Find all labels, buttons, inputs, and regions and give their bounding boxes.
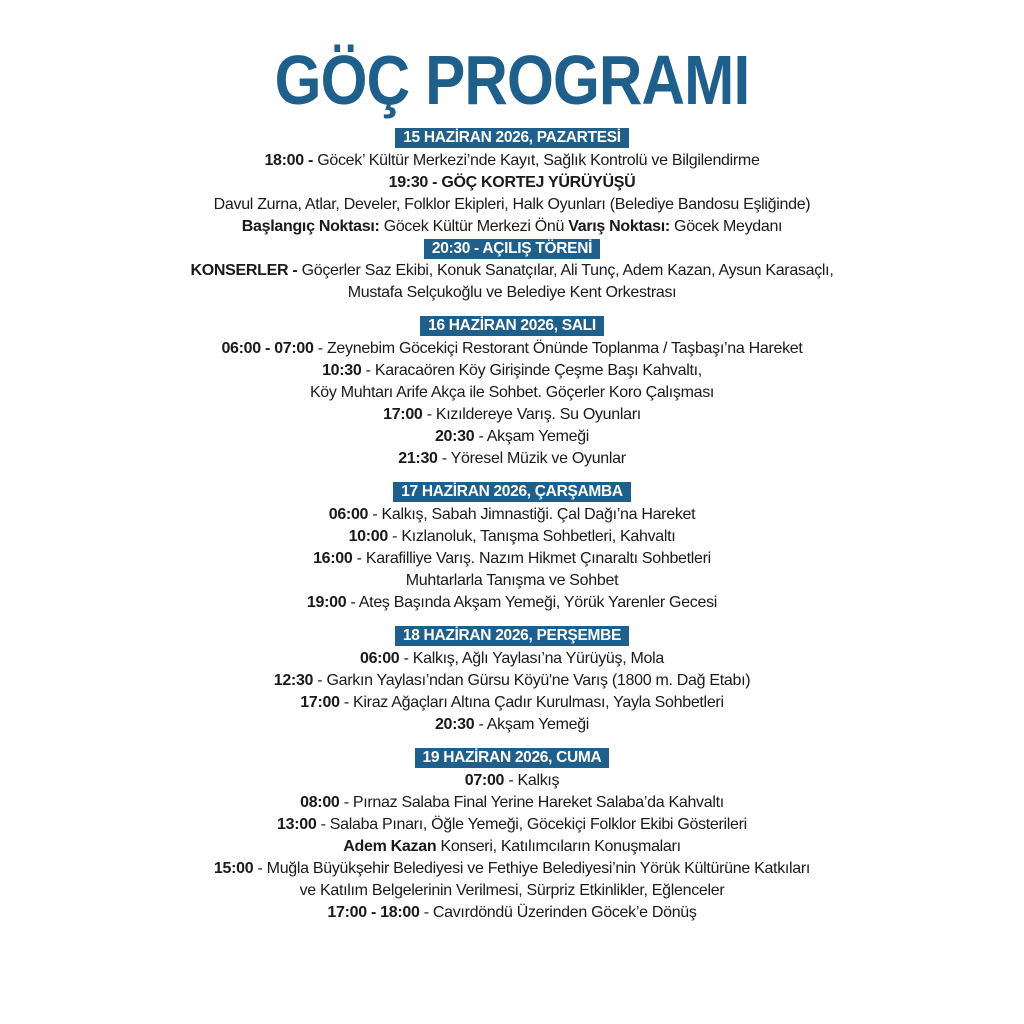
program-time: 13:00 <box>277 816 317 833</box>
day-section <box>0 482 1024 614</box>
program-text: - Kalkış, Sabah Jimnastiği. Çal Dağı’na Hareket <box>368 506 696 523</box>
program-time: 17:00 <box>300 694 340 711</box>
program-text: - Akşam Yemeği <box>474 428 590 445</box>
program-time: 16:00 <box>313 550 353 567</box>
date-header: 15 HAZİRAN 2026, PAZARTESİ <box>395 128 629 148</box>
program-line: Köy Muhtarı Arife Akça ile Sohbet. Göçerler Koro Çalışması <box>309 384 715 401</box>
route-line <box>0 216 1024 238</box>
day-section <box>0 128 1024 304</box>
end-value: Göcek Meydanı <box>669 218 783 235</box>
program-text: Göçerler Saz Ekibi, Konuk Sanatçılar, Ali Tunç, Adem Kazan, Aysun Karasaçlı, <box>297 262 834 279</box>
program-text: - Cavırdöndü Üzerinden Göcek’e Dönüş <box>419 904 697 921</box>
program-text: - Pırnaz Salaba Final Yerine Hareket Salaba’da Kahvaltı <box>339 794 724 811</box>
program-line <box>0 770 1024 792</box>
program-line: Mustafa Selçukoğlu ve Belediye Kent Orkestrası <box>347 284 677 301</box>
program-time: 08:00 <box>300 794 340 811</box>
program-time: 15:00 <box>213 860 254 877</box>
program-text: - Kızıldereye Varış. Su Oyunları <box>422 406 641 423</box>
program-line <box>0 670 1024 692</box>
program-time: 20:30 <box>434 428 475 445</box>
performer-name: Adem Kazan <box>343 838 437 855</box>
program-text: - Salaba Pınarı, Öğle Yemeği, Göcekiçi Folklor Ekibi Gösterileri <box>316 816 747 833</box>
program-line <box>0 836 1024 858</box>
program-time: 20:30 <box>434 716 475 733</box>
date-header: 16 HAZİRAN 2026, SALI <box>420 316 604 336</box>
day-section <box>0 626 1024 736</box>
program-line <box>0 792 1024 814</box>
program-time: 06:00 - 07:00 <box>221 340 314 357</box>
program-line <box>0 858 1024 880</box>
program-time: 10:30 <box>322 362 362 379</box>
program-text: - Akşam Yemeği <box>474 716 590 733</box>
program-text: - Ateş Başında Akşam Yemeği, Yörük Yarenler Gecesi <box>346 594 718 611</box>
program-line: ve Katılım Belgelerinin Verilmesi, Sürpriz Etkinlikler, Eğlenceler <box>299 882 725 899</box>
program-text: - Kalkış <box>504 772 560 789</box>
program-line <box>0 360 1024 382</box>
ceremony-header: 20:30 - AÇILIŞ TÖRENİ <box>424 239 600 259</box>
start-label: Başlangıç Noktası: <box>241 218 380 235</box>
program-line <box>0 150 1024 172</box>
program-line <box>0 526 1024 548</box>
program-line <box>0 448 1024 470</box>
program-line: Muhtarlarla Tanışma ve Sohbet <box>405 572 619 589</box>
program-time: 06:00 <box>359 650 400 667</box>
program-line <box>0 692 1024 714</box>
program-time: 21:30 <box>398 450 438 467</box>
program-line <box>0 902 1024 924</box>
program-text: - Kalkış, Ağlı Yaylası’na Yürüyüş, Mola <box>399 650 665 667</box>
program-line <box>0 404 1024 426</box>
page-title: GÖÇ PROGRAMI <box>274 41 750 119</box>
program-days <box>0 128 1024 936</box>
program-line <box>0 714 1024 736</box>
program-text: Konseri, Katılımcıların Konuşmaları <box>436 838 681 855</box>
program-line <box>0 592 1024 614</box>
program-line <box>0 338 1024 360</box>
program-line <box>0 648 1024 670</box>
program-time: 17:00 - 18:00 <box>327 904 420 921</box>
program-time: 19:00 <box>306 594 347 611</box>
start-value: Göcek Kültür Merkezi Önü <box>379 218 569 235</box>
program-text: Göcek’ Kültür Merkezi’nde Kayıt, Sağlık Kontrolü ve Bilgilendirme <box>313 152 760 169</box>
program-line <box>0 548 1024 570</box>
program-text: - Yöresel Müzik ve Oyunlar <box>437 450 626 467</box>
program-text: - Karafilliye Varış. Nazım Hikmet Çınaraltı Sohbetleri <box>352 550 711 567</box>
program-time: 06:00 <box>328 506 369 523</box>
program-time: 10:00 <box>348 528 389 545</box>
program-time: 12:30 <box>273 672 314 689</box>
program-text: - Muğla Büyükşehir Belediyesi ve Fethiye Belediyesi’nin Yörük Kültürüne Katkıları <box>253 860 811 877</box>
end-label: Varış Noktası: <box>568 218 670 235</box>
program-line <box>0 260 1024 282</box>
program-text: - Kiraz Ağaçları Altına Çadır Kurulması, Yayla Sohbetleri <box>339 694 724 711</box>
program-text: - Karacaören Köy Girişinde Çeşme Başı Kahvaltı, <box>361 362 702 379</box>
program-time: 17:00 <box>383 406 423 423</box>
date-header: 17 HAZİRAN 2026, ÇARŞAMBA <box>393 482 631 502</box>
day-section <box>0 748 1024 924</box>
program-line <box>0 814 1024 836</box>
program-time: 07:00 <box>464 772 505 789</box>
program-time: 18:00 - <box>264 152 314 169</box>
program-text: - Kızlanoluk, Tanışma Sohbetleri, Kahvaltı <box>388 528 676 545</box>
program-time: KONSERLER - <box>190 262 298 279</box>
program-text: - Zeynebim Göcekiçi Restorant Önünde Toplanma / Taşbaşı’na Hareket <box>313 340 803 357</box>
date-header: 18 HAZİRAN 2026, PERŞEMBE <box>395 626 629 646</box>
date-header: 19 HAZİRAN 2026, CUMA <box>415 748 610 768</box>
program-text: - Garkın Yaylası’ndan Gürsu Köyü'ne Varış (1800 m. Dağ Etabı) <box>313 672 751 689</box>
program-line <box>0 504 1024 526</box>
program-line <box>0 426 1024 448</box>
day-section <box>0 316 1024 470</box>
program-line-title: 19:30 - GÖÇ KORTEJ YÜRÜYÜŞÜ <box>388 174 636 191</box>
program-line: Davul Zurna, Atlar, Develer, Folklor Ekipleri, Halk Oyunları (Belediye Bandosu Eşliğinde) <box>213 196 811 213</box>
